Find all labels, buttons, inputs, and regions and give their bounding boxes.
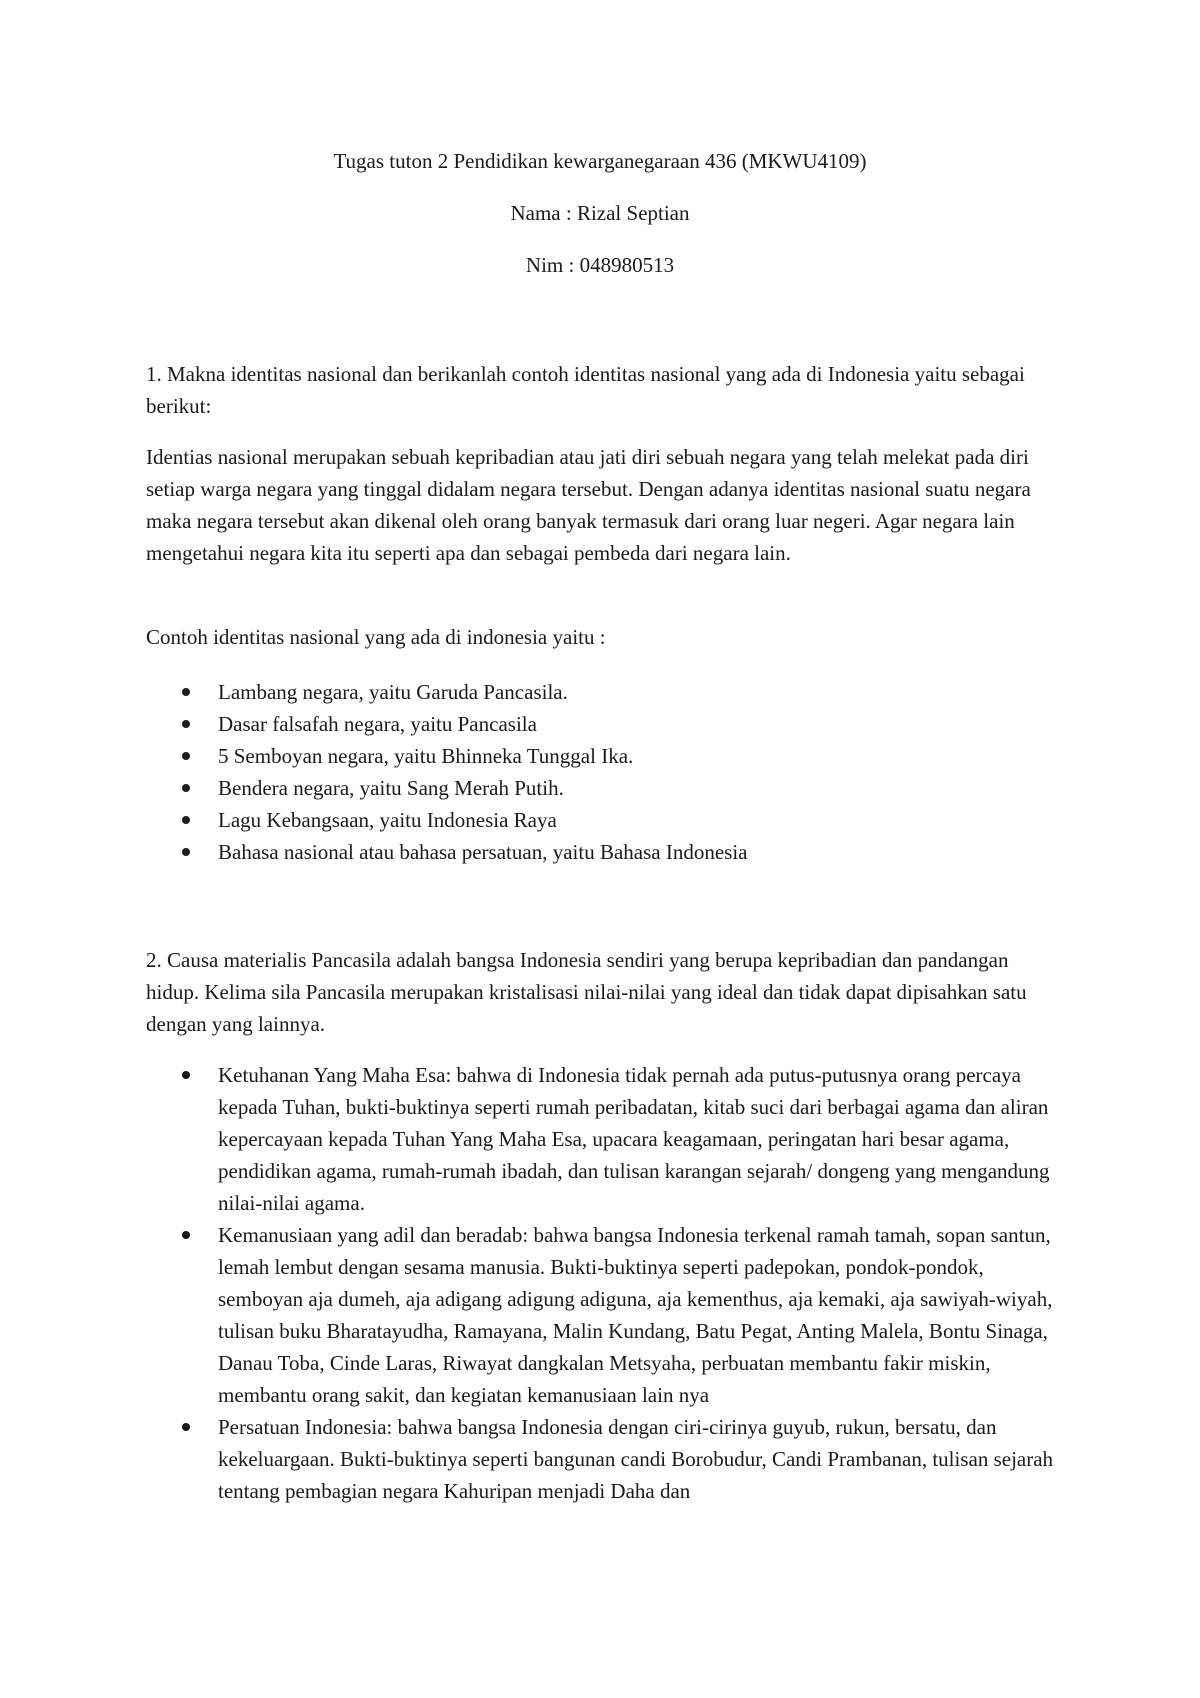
list-item-text: Lambang negara, yaitu Garuda Pancasila.: [218, 680, 568, 704]
student-name: Nama : Rizal Septian: [510, 201, 690, 225]
list-item: [146, 1059, 1066, 1219]
identity-examples-list: [146, 676, 1066, 868]
bullet-icon: [182, 720, 190, 728]
list-item-text: Bendera negara, yaitu Sang Merah Putih.: [218, 776, 564, 800]
question-2: 2. Causa materialis Pancasila adalah bangsa Indonesia sendiri yang berupa kepribadian dan pandangan hidup. Kelima sila Pancasila merupakan kristalisasi nilai-nilai yang ideal dan tidak dapat dipisahkan satu dengan yang lainnya.: [146, 948, 1027, 1036]
list-item-text: Dasar falsafah negara, yaitu Pancasila: [218, 712, 537, 736]
bullet-icon: [182, 752, 190, 760]
answer-1-paragraph: Identias nasional merupakan sebuah kepribadian atau jati diri sebuah negara yang telah melekat pada diri setiap warga negara yang tinggal didalam negara tersebut. Dengan adanya identitas nasional suatu negara maka negara tersebut akan dikenal oleh orang banyak termasuk dari orang luar negeri. Agar negara lain mengetahui negara kita itu seperti apa dan sebagai pembeda dari negara lain.: [146, 445, 1031, 565]
bullet-icon: [182, 688, 190, 696]
bullet-icon: [182, 1423, 190, 1431]
list-item-text: Lagu Kebangsaan, yaitu Indonesia Raya: [218, 808, 557, 832]
list-item-text: Kemanusiaan yang adil dan beradab: bahwa bangsa Indonesia terkenal ramah tamah, sopan santun, lemah lembut dengan sesama manusia. Bukti-buktinya seperti padepokan, pondok-pondok, semboyan aja dumeh, aja adigang adigung adiguna, aja kementhus, aja kemaki, aja sawiyah-wiyah, tulisan buku Bharatayudha, Ramayana, Malin Kundang, Batu Pegat, Anting Malela, Bontu Sinaga, Danau Toba, Cinde Laras, Riwayat dangkalan Metsyaha, perbuatan membantu fakir miskin, membantu orang sakit, dan kegiatan kemanusiaan lain nya: [218, 1223, 1053, 1407]
list-item: [146, 740, 1066, 772]
list-item-text: Persatuan Indonesia: bahwa bangsa Indonesia dengan ciri-cirinya guyub, rukun, bersatu, dan kekeluargaan. Bukti-buktinya seperti bangunan candi Borobudur, Candi Prambanan, tulisan sejarah tentang pembagian negara Kahuripan menjadi Daha dan: [218, 1415, 1054, 1503]
list-item: [146, 708, 1066, 740]
examples-intro: Contoh identitas nasional yang ada di indonesia yaitu :: [146, 625, 606, 649]
bullet-icon: [182, 1071, 190, 1079]
question-1: 1. Makna identitas nasional dan berikanlah contoh identitas nasional yang ada di Indonesia yaitu sebagai berikut:: [146, 362, 1025, 418]
list-item: [146, 676, 1066, 708]
pancasila-points-list: [146, 1059, 1066, 1507]
list-item: [146, 804, 1066, 836]
bullet-icon: [182, 848, 190, 856]
list-item: [146, 1411, 1066, 1507]
list-item-text: Bahasa nasional atau bahasa persatuan, yaitu Bahasa Indonesia: [218, 840, 748, 864]
bullet-icon: [182, 816, 190, 824]
student-nim: Nim : 048980513: [525, 253, 675, 277]
list-item: [146, 772, 1066, 804]
list-item-text: Ketuhanan Yang Maha Esa: bahwa di Indonesia tidak pernah ada putus-putusnya orang percaya kepada Tuhan, bukti-buktinya seperti rumah peribadatan, kitab suci dari berbagai agama dan aliran kepercayaan kepada Tuhan Yang Maha Esa, upacara keagamaan, peringatan hari besar agama, pendidikan agama, rumah-rumah ibadah, dan tulisan karangan sejarah/ dongeng yang mengandung nilai-nilai agama.: [218, 1063, 1050, 1215]
list-item-text: 5 Semboyan negara, yaitu Bhinneka Tunggal Ika.: [218, 744, 634, 768]
document-title: Tugas tuton 2 Pendidikan kewarganegaraan 436 (MKWU4109): [333, 149, 867, 173]
list-item: [146, 1219, 1066, 1411]
bullet-icon: [182, 1231, 190, 1239]
list-item: [146, 836, 1066, 868]
bullet-icon: [182, 784, 190, 792]
